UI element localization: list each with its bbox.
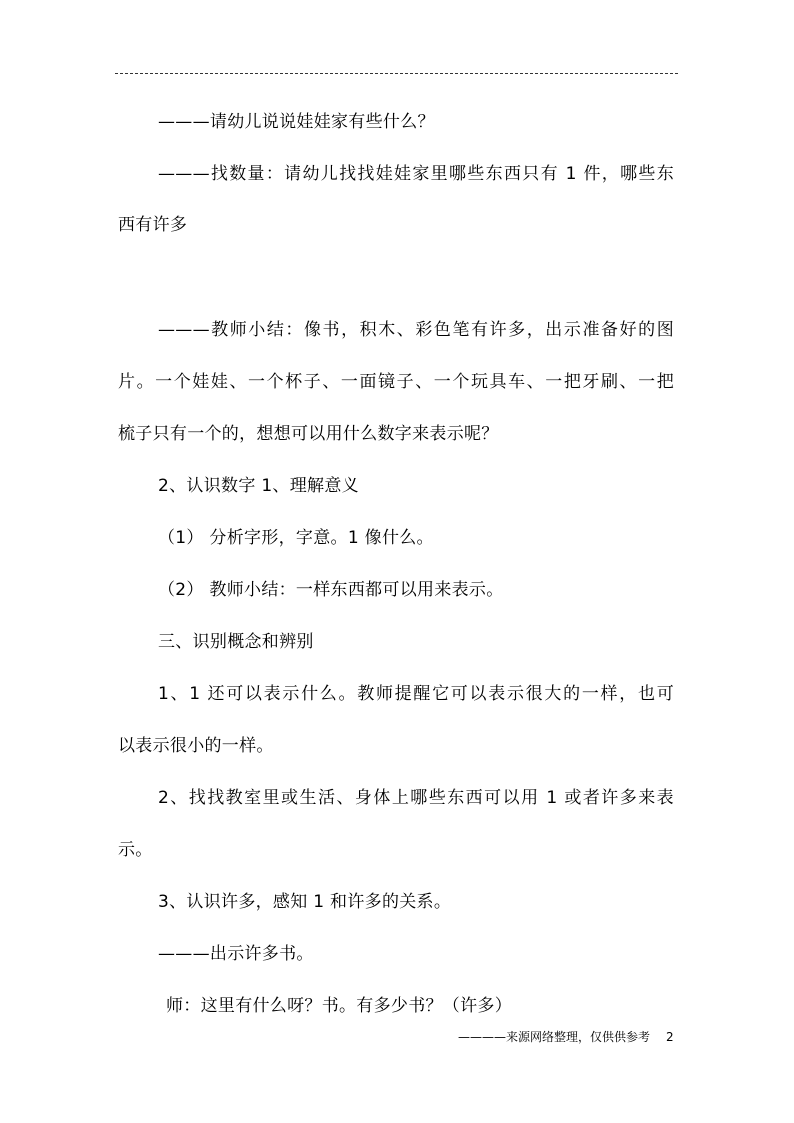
- header-dashed-rule: [115, 73, 678, 74]
- paragraph-line: 师：这里有什么呀？书。有多少书？（许多）: [166, 996, 512, 1016]
- paragraph-line: ———教师小结：像书，积木、彩色笔有许多，出示准备好的图: [158, 320, 674, 340]
- paragraph-line: 西有许多: [118, 215, 188, 235]
- paragraph-line: 2、找找教室里或生活、身体上哪些东西可以用 1 或者许多来表: [158, 788, 674, 808]
- footer-note: ————来源网络整理，仅供供参考: [458, 1030, 651, 1044]
- paragraph-line: 片。一个娃娃、一个杯子、一面镜子、一个玩具车、一把牙刷、一把: [118, 372, 674, 392]
- paragraph-line: 3、认识许多，感知 1 和许多的关系。: [158, 892, 452, 912]
- paragraph-line: 以表示很小的一样。: [118, 736, 274, 756]
- list-item: （2） 教师小结：一样东西都可以用来表示。: [158, 580, 504, 600]
- paragraph-line: 示。: [118, 840, 153, 860]
- paragraph-line: ———出示许多书。: [158, 944, 314, 964]
- section-heading: 三、识别概念和辨别: [158, 632, 314, 652]
- paragraph-line: 梳子只有一个的，想想可以用什么数字来表示呢？: [118, 424, 499, 444]
- paragraph-line: ———找数量：请幼儿找找娃娃家里哪些东西只有 1 件，哪些东: [158, 164, 674, 184]
- page-number: 2: [666, 1030, 674, 1044]
- list-item: （1） 分析字形，字意。1 像什么。: [158, 528, 434, 548]
- paragraph-line: ———请幼儿说说娃娃家有些什么？: [158, 112, 435, 132]
- section-heading: 2、认识数字 1、理解意义: [158, 476, 359, 496]
- paragraph-line: 1、1 还可以表示什么。教师提醒它可以表示很大的一样，也可: [158, 684, 674, 704]
